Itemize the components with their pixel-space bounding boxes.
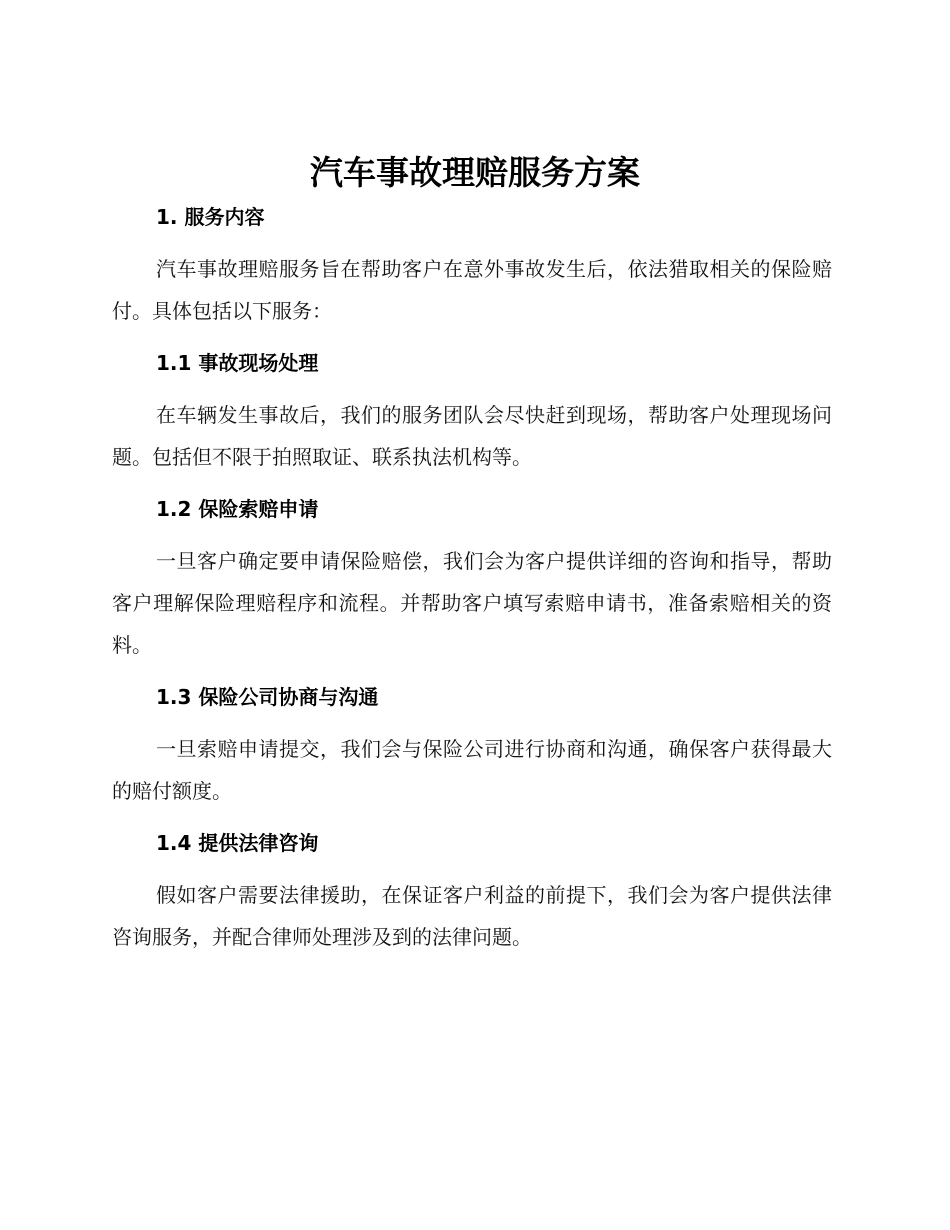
section-heading-claim-application: 1.2 保险索赔申请 — [156, 497, 319, 521]
section-heading-accident-scene: 1.1 事故现场处理 — [156, 351, 319, 375]
section-paragraph-claim-application: 一旦客户确定要申请保险赔偿，我们会为客户提供详细的咨询和指导，帮助客户理解保险理赔程序和流程。并帮助客户填写索赔申请书，准备索赔相关的资料。 — [112, 549, 832, 657]
document-body — [112, 200, 832, 958]
section-paragraph-accident-scene: 在车辆发生事故后，我们的服务团队会尽快赶到现场，帮助客户处理现场问题。包括但不限于拍照取证、联系执法机构等。 — [112, 403, 832, 469]
section-heading-legal-consultation: 1.4 提供法律咨询 — [156, 831, 319, 855]
section-paragraph-service-content: 汽车事故理赔服务旨在帮助客户在意外事故发生后，依法猎取相关的保险赔付。具体包括以下服务： — [112, 257, 832, 323]
section-heading-insurer-negotiation: 1.3 保险公司协商与沟通 — [156, 685, 379, 709]
section-paragraph-legal-consultation: 假如客户需要法律援助，在保证客户利益的前提下，我们会为客户提供法律咨询服务，并配合律师处理涉及到的法律问题。 — [112, 883, 832, 949]
section-paragraph-insurer-negotiation: 一旦索赔申请提交，我们会与保险公司进行协商和沟通，确保客户获得最大的赔付额度。 — [112, 737, 832, 803]
document-title: 汽车事故理赔服务方案 — [310, 153, 640, 192]
section-heading-service-content: 1. 服务内容 — [156, 205, 265, 229]
